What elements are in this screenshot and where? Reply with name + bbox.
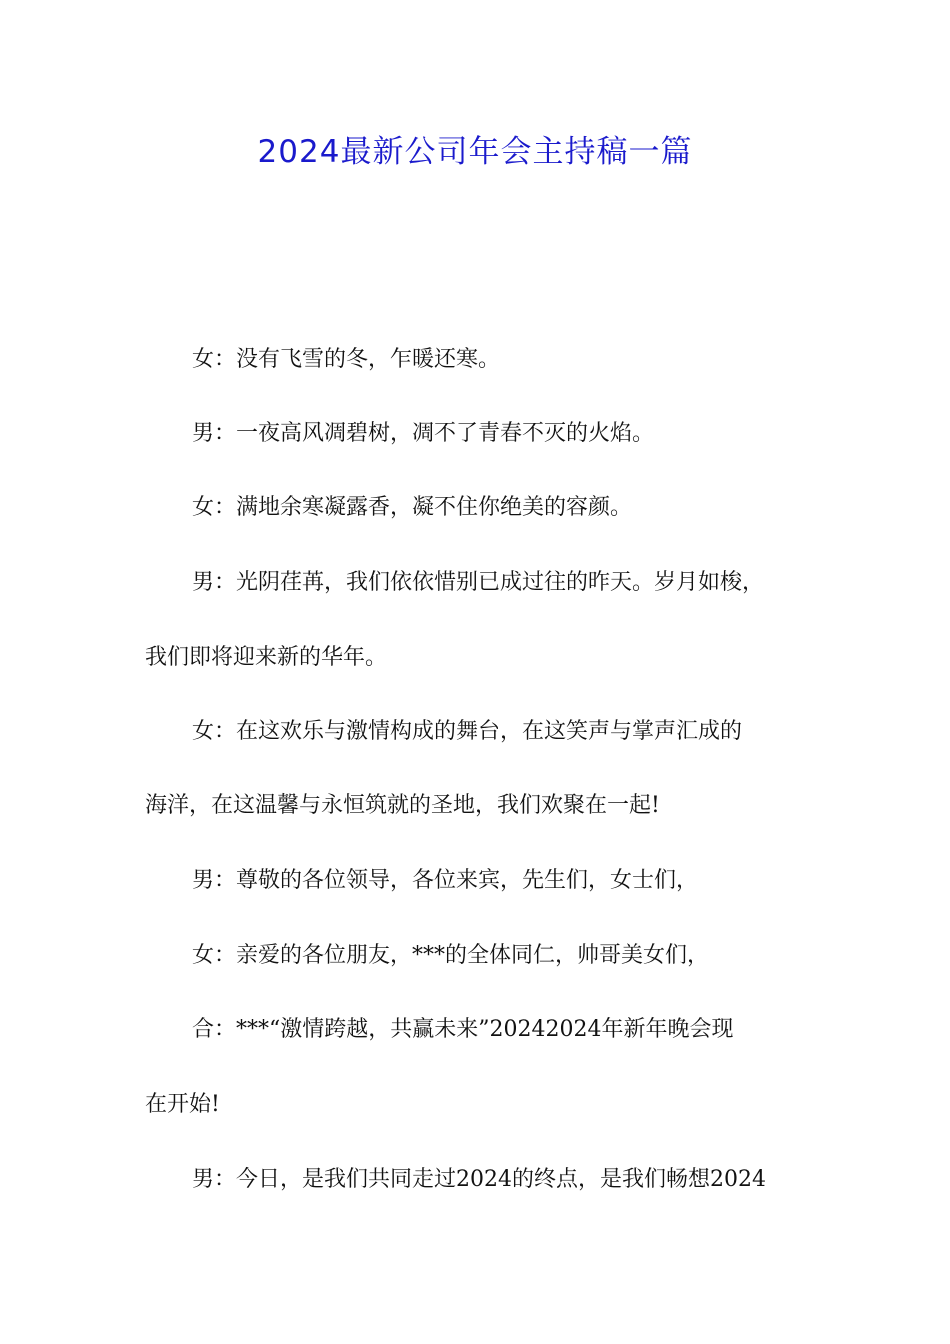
- paragraph-line: 男：一夜高风凋碧树，凋不了青春不灭的火焰。: [192, 421, 655, 446]
- document-title: 2024最新公司年会主持稿一篇: [257, 134, 693, 170]
- paragraph-line: 合：***“激情跨越，共赢未来”20242024年新年晚会现: [192, 1017, 734, 1042]
- paragraph-line: 女：没有飞雪的冬，乍暖还寒。: [192, 347, 501, 372]
- paragraph-line: 海洋，在这温馨与永恒筑就的圣地，我们欢聚在一起!: [145, 793, 660, 818]
- paragraph-line: 女：在这欢乐与激情构成的舞台，在这笑声与掌声汇成的: [192, 719, 743, 744]
- paragraph-line: 男：尊敬的各位领导，各位来宾，先生们，女士们，: [192, 868, 699, 893]
- paragraph-line: 男：光阴荏苒，我们依依惜别已成过往的昨天。岁月如梭，: [192, 570, 765, 595]
- paragraph-line: 在开始!: [145, 1092, 220, 1117]
- paragraph-line: 女：亲爱的各位朋友，***的全体同仁，帅哥美女们，: [192, 943, 710, 968]
- paragraph-line: 男：今日，是我们共同走过2024的终点，是我们畅想2024: [192, 1167, 766, 1192]
- paragraph-line: 女：满地余寒凝露香，凝不住你绝美的容颜。: [192, 495, 633, 520]
- paragraph-line: 我们即将迎来新的华年。: [145, 645, 388, 670]
